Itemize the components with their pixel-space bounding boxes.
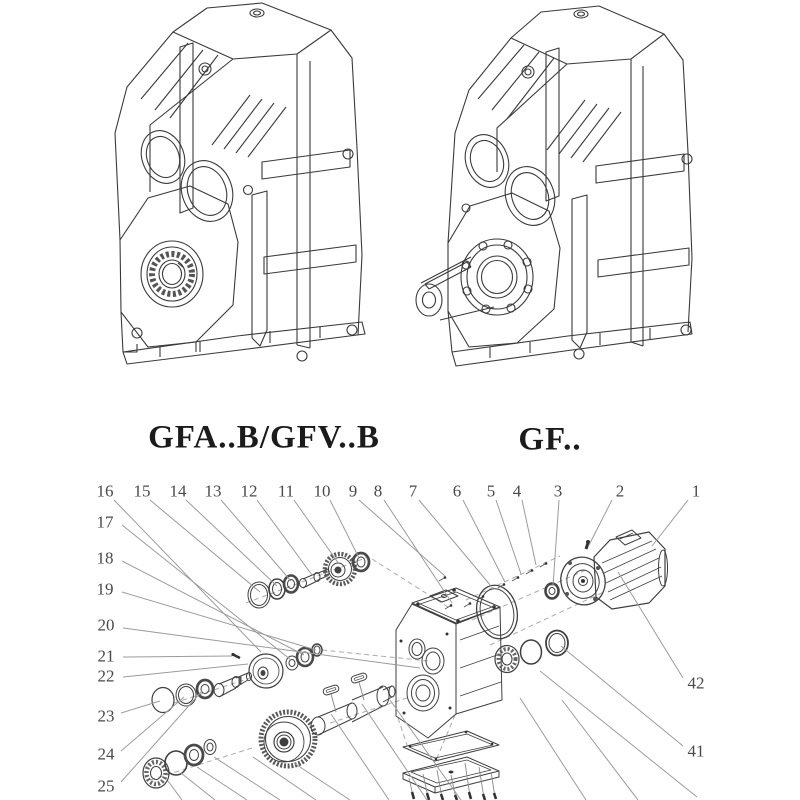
callout-number-41: 41 [687, 741, 705, 761]
callout-number-1: 1 [691, 481, 701, 501]
callout-number-14: 14 [169, 481, 187, 501]
callout-number-23: 23 [97, 706, 115, 726]
exploded-diagram [114, 500, 697, 800]
input-shaft-parts [248, 553, 369, 608]
callout-number-4: 4 [512, 481, 522, 501]
right-gearbox-drawing [416, 6, 692, 366]
callout-leader-lines [114, 500, 697, 800]
motor [555, 530, 668, 611]
callout-number-9: 9 [348, 481, 358, 501]
left-gearbox-drawing [115, 3, 365, 364]
callout-number-18: 18 [96, 548, 114, 568]
callout-number-16: 16 [96, 481, 114, 501]
gear-housing [396, 588, 502, 738]
callout-number-15: 15 [133, 481, 151, 501]
callout-number-19: 19 [96, 579, 114, 599]
callout-number-12: 12 [240, 481, 258, 501]
callout-number-8: 8 [373, 481, 383, 501]
callout-number-11: 11 [277, 481, 295, 501]
callout-number-17: 17 [96, 512, 114, 532]
callout-number-5: 5 [486, 481, 496, 501]
callout-number-20: 20 [97, 615, 115, 635]
gasket-and-pan [403, 731, 499, 800]
callout-number-22: 22 [97, 666, 115, 686]
motor-side-parts [439, 540, 590, 673]
callout-number-42: 42 [687, 673, 705, 693]
callout-number-13: 13 [204, 481, 222, 501]
assembly-axis-lines [150, 556, 606, 780]
right-model-label: GF.. [518, 421, 582, 458]
callout-number-3: 3 [553, 481, 563, 501]
callout-number-24: 24 [97, 744, 115, 764]
callout-number-21: 21 [97, 646, 115, 666]
callout-number-2: 2 [615, 481, 625, 501]
callout-number-10: 10 [313, 481, 331, 501]
callout-number-25: 25 [97, 776, 115, 796]
left-model-label: GFA..B/GFV..B [148, 419, 380, 456]
callout-number-6: 6 [452, 481, 462, 501]
callout-number-7: 7 [408, 481, 418, 501]
